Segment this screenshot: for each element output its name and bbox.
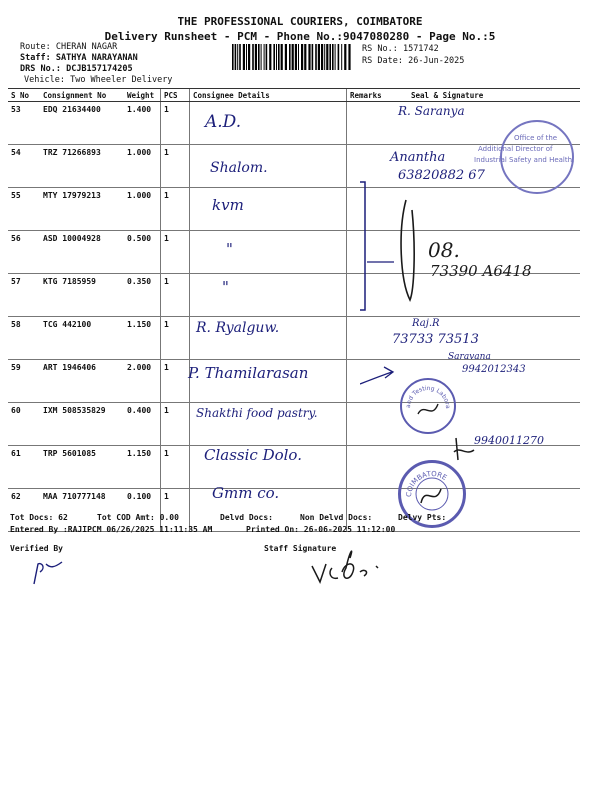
consignee-hand: Classic Dolo.: [204, 446, 302, 464]
cell-consignee-details: [190, 231, 347, 274]
signature-hand: 63820882 67: [398, 168, 485, 183]
stamp-arc-text: COIMBATORE: [404, 469, 449, 498]
delvy-pts: Delvy Pts:: [398, 513, 447, 522]
cell-pcs: 1: [161, 102, 190, 145]
signature-hand: 9942012343: [462, 364, 526, 375]
staff-signature-label: Staff Signature: [264, 544, 337, 553]
cell-pcs: 1: [161, 360, 190, 403]
rs-no-label: RS No.:: [362, 44, 398, 54]
col-remarks: Remarks: [347, 89, 409, 102]
stamp-text: Additional Director of: [478, 145, 553, 153]
signature-scribble: [452, 436, 478, 464]
drs-value: DCJB157174205: [66, 64, 133, 74]
stamp-text: Industrial Safety and Health,: [474, 156, 575, 164]
stamp-arc-text: and Testing Labora: [404, 384, 452, 409]
non-delvd-docs: Non Delvd Docs:: [300, 513, 373, 522]
staff-label: Staff:: [20, 53, 51, 63]
cell-pcs: 1: [161, 231, 190, 274]
cell-weight: 1.150: [124, 317, 161, 360]
drs-label: DRS No.:: [20, 64, 61, 74]
company-name: THE PROFESSIONAL COURIERS, COIMBATORE: [177, 15, 423, 28]
consignee-hand: Shalom.: [210, 160, 268, 176]
consignee-hand: P. Thamilarasan: [188, 364, 309, 382]
cell-consignment-no: ASD 10004928: [40, 231, 124, 274]
table-row: [8, 317, 580, 360]
verified-by-label: Verified By: [10, 544, 63, 553]
svg-text:COIMBATORE: [405, 470, 448, 497]
route-value: CHERAN NAGAR: [55, 42, 118, 52]
verified-signature: [28, 558, 68, 588]
testing-lab-stamp: [400, 378, 456, 434]
printed-on: Printed On: 26-06-2025 11:12:00: [246, 525, 396, 534]
consignee-hand: R. Ryalguw.: [196, 320, 280, 336]
signature-hand: 73390 A6418: [430, 262, 532, 280]
signature-hand: 9940011270: [474, 434, 544, 447]
barcode: [232, 44, 352, 70]
cell-consignment-no: TRP 5601085: [40, 446, 124, 489]
consignee-hand: ": [222, 278, 229, 296]
cell-consignee-details: [190, 274, 347, 317]
bracket-drawing: [360, 170, 420, 490]
staff-row: [20, 53, 138, 63]
cell-consignment-no: KTG 7185959: [40, 274, 124, 317]
consignee-hand: Gmm co.: [212, 484, 280, 502]
cell-consignment-no: ART 1946406: [40, 360, 124, 403]
signature-hand: Raj.R: [412, 318, 440, 329]
cell-weight: 0.350: [124, 274, 161, 317]
col-consignee: Consignee Details: [190, 89, 347, 102]
cell-consignment-no: TRZ 71266893: [40, 145, 124, 188]
col-pcs: PCS: [161, 89, 190, 102]
entered-by: Entered By :RAJIPCM 06/26/2025 11:11:35 AM: [10, 525, 213, 534]
rs-no-row: [362, 44, 439, 54]
col-sno: S No: [8, 89, 40, 102]
table-row: [8, 188, 580, 231]
runsheet-table: [8, 88, 580, 532]
stamp-text: Office of the: [514, 134, 558, 142]
rs-date-label: RS Date:: [362, 56, 403, 66]
table-header-row: [8, 89, 580, 102]
signature-hand: 08.: [428, 238, 460, 262]
vehicle-label: Vehicle:: [24, 75, 65, 85]
cell-weight: 1.150: [124, 446, 161, 489]
consignee-hand: kvm: [212, 196, 244, 214]
col-weight: Weight: [124, 89, 161, 102]
cell-consignment-no: EDQ 21634400: [40, 102, 124, 145]
cell-sno: 57: [8, 274, 40, 317]
rs-date-row: [362, 56, 464, 66]
tot-cod-amt: Tot COD Amt: 0.00: [97, 513, 179, 522]
route-label: Route:: [20, 42, 51, 52]
tot-docs: Tot Docs: 62: [10, 513, 68, 522]
cell-pcs: 1: [161, 145, 190, 188]
cell-weight: 0.500: [124, 231, 161, 274]
cell-sno: 61: [8, 446, 40, 489]
consignee-hand: Shakthi food pastry.: [196, 406, 318, 420]
cell-sno: 54: [8, 145, 40, 188]
consignee-hand: A.D.: [205, 112, 242, 132]
staff-value: SATHYA NARAYANAN: [55, 53, 138, 63]
cell-sno: 62: [8, 489, 40, 532]
svg-text:and Testing Laboratory: [402, 380, 451, 409]
cell-weight: 0.100: [124, 489, 161, 532]
cell-consignment-no: MAA 710777148: [40, 489, 124, 532]
route-row: [20, 42, 117, 52]
cell-consignment-no: TCG 442100: [40, 317, 124, 360]
cell-sno: 59: [8, 360, 40, 403]
cell-weight: 1.400: [124, 102, 161, 145]
runsheet-title: Delivery Runsheet - PCM - Phone No.:9047080280 - Page No.:5: [104, 30, 496, 43]
cell-pcs: 1: [161, 446, 190, 489]
cell-weight: 1.000: [124, 145, 161, 188]
rs-date-value: 26-Jun-2025: [408, 56, 465, 66]
cell-pcs: 1: [161, 489, 190, 532]
cell-pcs: 1: [161, 403, 190, 446]
rs-no-value: 1571742: [402, 44, 439, 54]
cell-consignment-no: IXM 508535829: [40, 403, 124, 446]
cell-pcs: 1: [161, 188, 190, 231]
cell-weight: 0.400: [124, 403, 161, 446]
vehicle-value: Two Wheeler Delivery: [70, 75, 173, 85]
table-row: [8, 102, 580, 145]
delvd-docs: Delvd Docs:: [220, 513, 273, 522]
consignee-hand: ": [226, 240, 233, 258]
cell-sno: 55: [8, 188, 40, 231]
cell-weight: 2.000: [124, 360, 161, 403]
cell-sno: 56: [8, 231, 40, 274]
cell-consignment-no: MTY 17979213: [40, 188, 124, 231]
signature-hand: R. Saranya: [398, 104, 465, 118]
cell-pcs: 1: [161, 317, 190, 360]
signature-hand: Saravana: [448, 352, 491, 362]
signature-hand: 73733 73513: [392, 332, 479, 347]
col-consignment: Consignment No: [40, 89, 124, 102]
drs-row: [20, 64, 133, 74]
cell-pcs: 1: [161, 274, 190, 317]
cell-sno: 60: [8, 403, 40, 446]
vehicle-row: [24, 75, 172, 85]
cell-sno: 53: [8, 102, 40, 145]
staff-signature: [306, 538, 386, 586]
cell-seal-signature: [408, 188, 580, 231]
cell-sno: 58: [8, 317, 40, 360]
cell-weight: 1.000: [124, 188, 161, 231]
col-seal: Seal & Signature: [408, 89, 580, 102]
signature-hand: Anantha: [390, 150, 446, 165]
